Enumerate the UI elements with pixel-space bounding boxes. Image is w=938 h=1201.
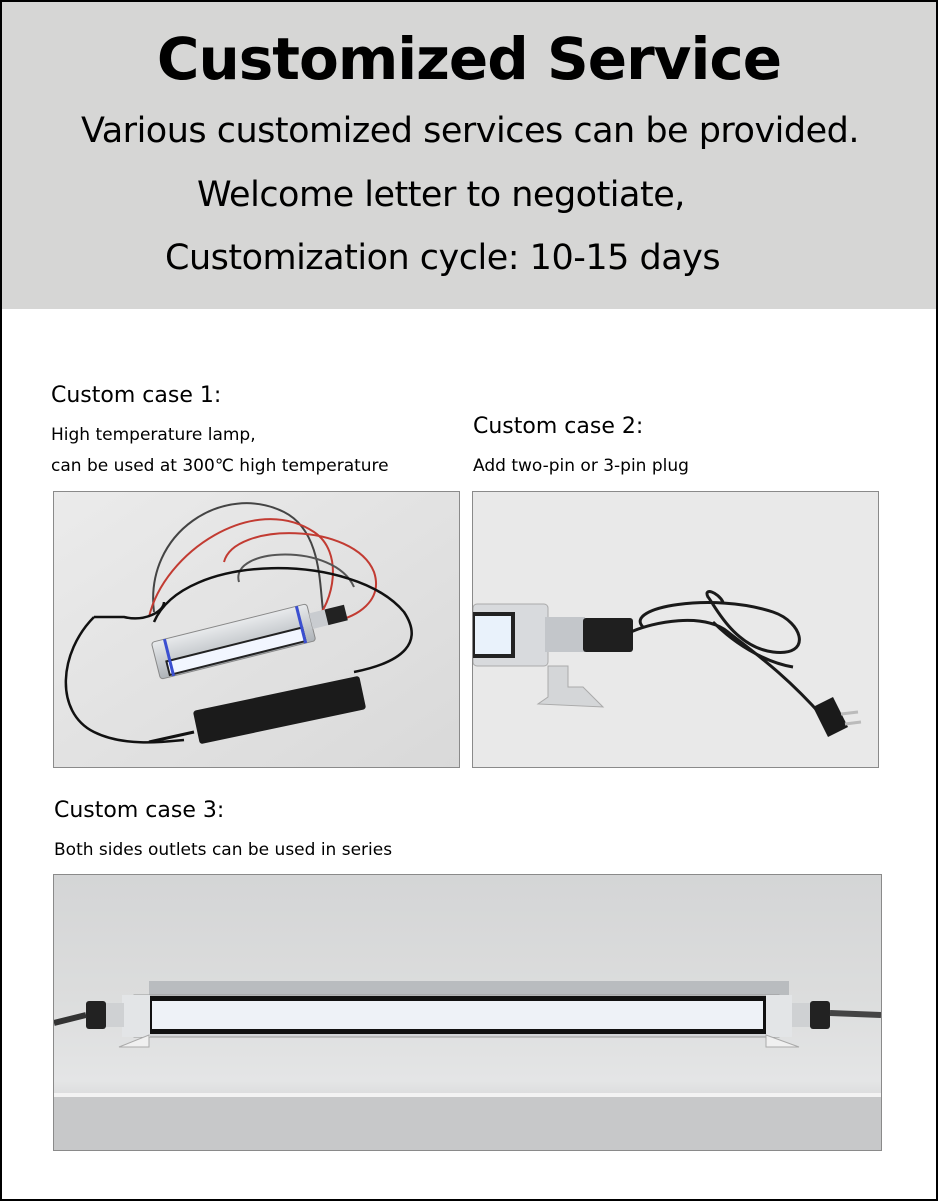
case-1-desc-line-1: High temperature lamp,: [51, 425, 256, 445]
case-2-photo: [472, 491, 879, 768]
header-line-3: Customization cycle: 10-15 days: [165, 238, 721, 278]
case-1-title: Custom case 1:: [51, 383, 222, 408]
page-title: Customized Service: [156, 25, 782, 93]
case-3-photo: [53, 874, 882, 1151]
case-2-title: Custom case 2:: [473, 414, 644, 439]
header-line-2: Welcome letter to negotiate,: [197, 175, 685, 215]
case-1-desc-line-2: can be used at 300℃ high temperature: [51, 456, 389, 476]
header-line-1: Various customized services can be provided.: [81, 111, 859, 151]
case-1-photo: [53, 491, 460, 768]
case-2-desc-line-1: Add two-pin or 3-pin plug: [473, 456, 689, 476]
case-3-desc-line-1: Both sides outlets can be used in series: [54, 840, 393, 860]
case-3-title: Custom case 3:: [54, 798, 225, 823]
